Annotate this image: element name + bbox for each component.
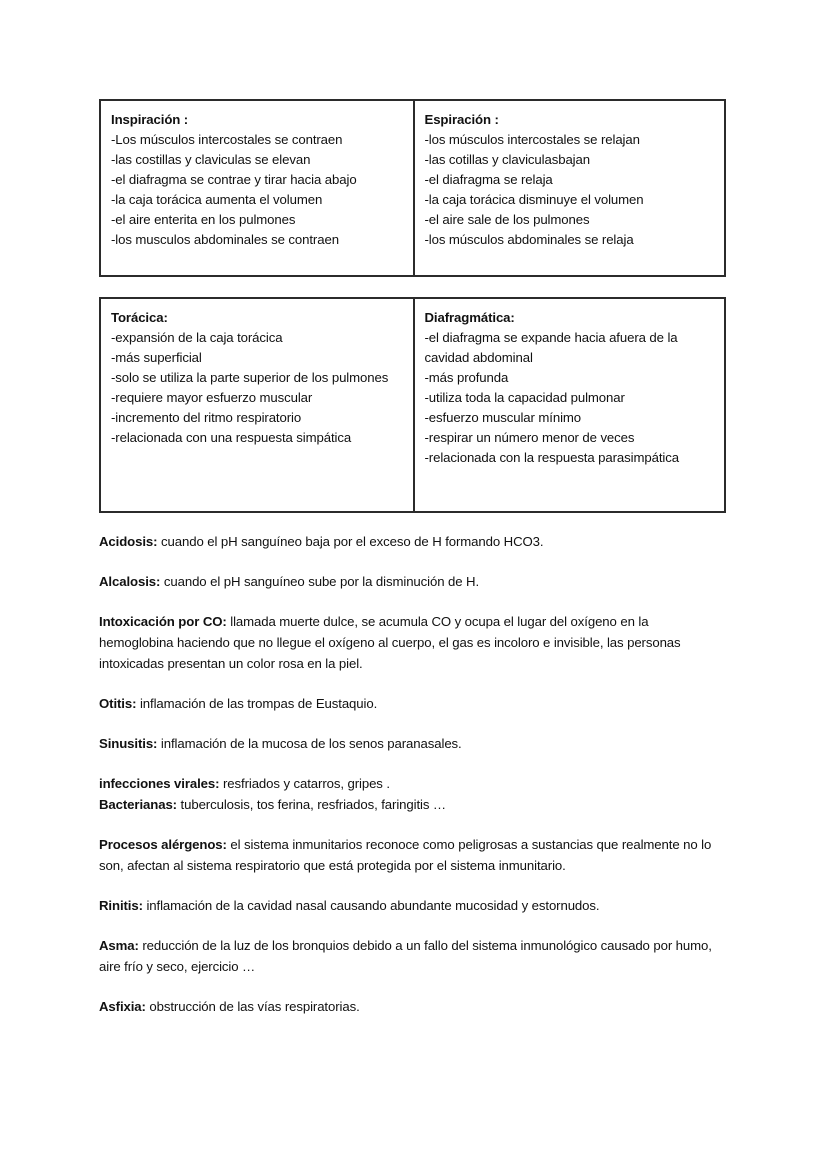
definition-text: cuando el pH sanguíneo sube por la disminución de H. <box>160 574 480 589</box>
definition-procesos-alergenos <box>99 834 715 876</box>
definition-rinitis <box>99 895 715 916</box>
cell-list-diafragmatica <box>425 328 715 468</box>
list-item: -expansión de la caja torácica <box>111 330 283 345</box>
list-item: -la caja torácica disminuye el volumen <box>424 192 644 207</box>
list-item: -los músculos intercostales se relajan <box>424 132 640 147</box>
definition-term: Asfixia: <box>99 999 146 1014</box>
list-item: -las costillas y claviculas se elevan <box>111 152 311 167</box>
table-cell-inspiracion <box>101 101 413 275</box>
definition-line-virales <box>99 773 715 794</box>
list-item: -la caja torácica aumenta el volumen <box>111 192 323 207</box>
list-item: -los músculos abdominales se relaja <box>424 232 634 247</box>
definition-infecciones <box>99 773 715 815</box>
definition-text: resfriados y catarros, gripes . <box>219 776 390 791</box>
list-item: -utiliza toda la capacidad pulmonar <box>424 390 625 405</box>
definition-term: Intoxicación por CO: <box>99 614 227 629</box>
definition-line-bacterianas <box>99 794 715 815</box>
definition-asma <box>99 935 715 977</box>
list-item: -solo se utiliza la parte superior de los pulmones <box>111 370 389 385</box>
definition-text: inflamación de la cavidad nasal causando abundante mucosidad y estornudos. <box>142 898 600 913</box>
definition-text: tuberculosis, tos ferina, resfriados, faringitis … <box>176 797 446 812</box>
definition-term: Rinitis: <box>99 898 143 913</box>
comparison-table-toracica-diafragmatica <box>99 297 726 513</box>
definitions-section <box>99 531 715 1017</box>
list-item: -el diafragma se contrae y tirar hacia abajo <box>111 172 357 187</box>
list-item: -los musculos abdominales se contraen <box>111 232 339 247</box>
list-item: -esfuerzo muscular mínimo <box>424 410 582 425</box>
list-item: -relacionada con la respuesta parasimpática <box>424 450 679 465</box>
definition-text: reducción de la luz de los bronquios debido a un fallo del sistema inmunológico causado por humo, aire frío y seco, ejercicio … <box>99 938 712 974</box>
definition-term: Procesos alérgenos: <box>99 837 227 852</box>
list-item: -requiere mayor esfuerzo muscular <box>111 390 313 405</box>
definition-term: Otitis: <box>99 696 137 711</box>
table-cell-diafragmatica <box>413 299 725 511</box>
definition-acidosis <box>99 531 715 552</box>
definition-term: Sinusitis: <box>99 736 158 751</box>
list-item: -más superficial <box>111 350 202 365</box>
definition-text: inflamación de las trompas de Eustaquio. <box>136 696 378 711</box>
list-item: -respirar un número menor de veces <box>424 430 635 445</box>
definition-term: infecciones virales: <box>99 776 220 791</box>
list-item: -más profunda <box>424 370 509 385</box>
definition-term: Acidosis: <box>99 534 158 549</box>
list-item: -el aire enterita en los pulmones <box>111 212 296 227</box>
list-item: -relacionada con una respuesta simpática <box>111 430 352 445</box>
cell-heading-toracica: Torácica: <box>111 310 168 325</box>
definition-text: llamada muerte dulce, se acumula CO y ocupa el lugar del oxígeno en la hemoglobina haciendo que no llegue el oxígeno al cuerpo, el gas es incoloro e invisible, las personas intoxicadas presentan un color rosa en la piel. <box>99 614 681 671</box>
cell-heading-diafragmatica: Diafragmática: <box>424 310 515 325</box>
list-item: -el aire sale de los pulmones <box>424 212 590 227</box>
definition-otitis <box>99 693 715 714</box>
list-item: -Los músculos intercostales se contraen <box>111 132 343 147</box>
list-item: -incremento del ritmo respiratorio <box>111 410 302 425</box>
list-item: -el diafragma se relaja <box>424 172 553 187</box>
definition-term: Alcalosis: <box>99 574 161 589</box>
definition-intoxicacion-por-co <box>99 611 715 674</box>
definition-sinusitis <box>99 733 715 754</box>
definition-text: inflamación de la mucosa de los senos paranasales. <box>157 736 462 751</box>
cell-list-inspiracion <box>111 130 403 250</box>
definition-alcalosis <box>99 571 715 592</box>
cell-list-toracica <box>111 328 403 448</box>
definition-text: el sistema inmunitarios reconoce como peligrosas a sustancias que realmente no lo son, afectan al sistema respiratorio que está protegida por el sistema inmunitario. <box>99 837 712 873</box>
definition-text: obstrucción de las vías respiratorias. <box>145 999 360 1014</box>
definition-asfixia <box>99 996 715 1017</box>
comparison-table-inspiracion-espiracion <box>99 99 726 277</box>
table-cell-espiracion <box>413 101 725 275</box>
cell-heading-inspiracion: Inspiración : <box>111 112 189 127</box>
cell-heading-espiracion: Espiración : <box>424 112 499 127</box>
definition-text: cuando el pH sanguíneo baja por el exceso de H formando HCO3. <box>157 534 544 549</box>
definition-term: Asma: <box>99 938 139 953</box>
list-item: -el diafragma se expande hacia afuera de la cavidad abdominal <box>424 330 678 365</box>
list-item: -las cotillas y claviculasbajan <box>424 152 590 167</box>
definition-term: Bacterianas: <box>99 797 177 812</box>
cell-list-espiracion <box>425 130 715 250</box>
table-cell-toracica <box>101 299 413 511</box>
